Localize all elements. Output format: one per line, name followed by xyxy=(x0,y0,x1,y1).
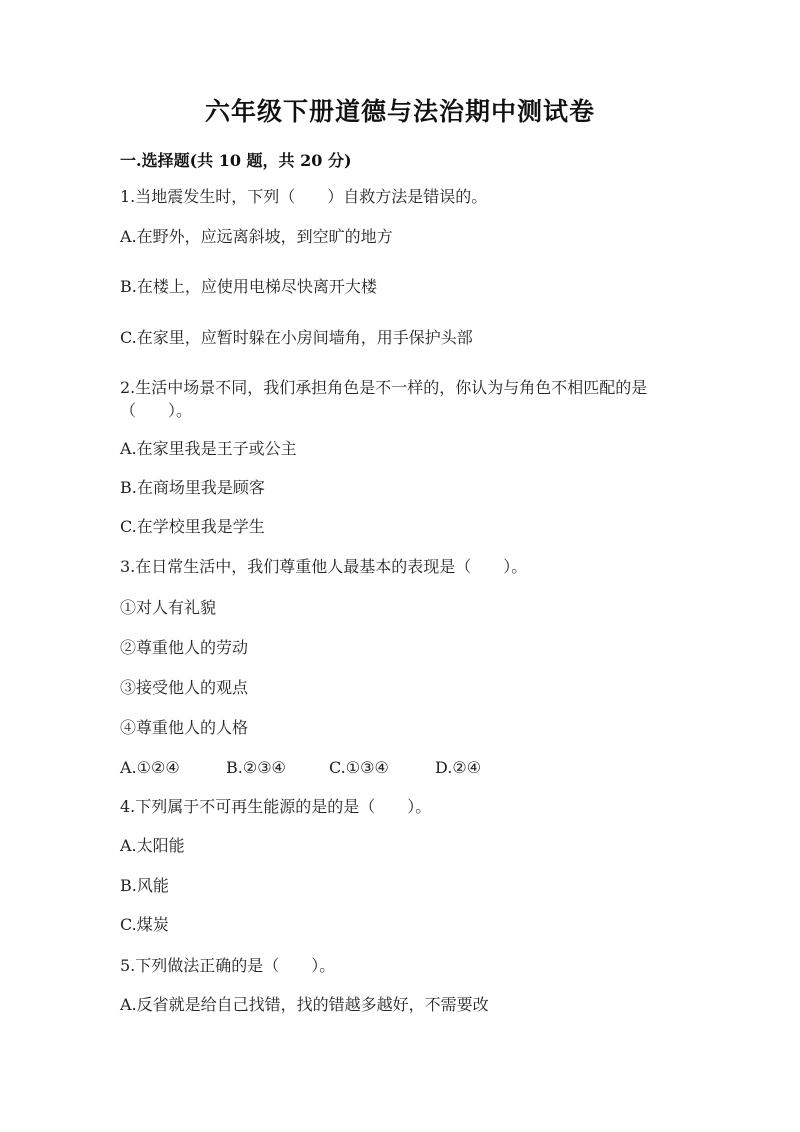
question-4-option-b: B.风能 xyxy=(120,876,169,895)
question-3-item-2: ②尊重他人的劳动 xyxy=(120,638,249,657)
question-2-option-a: A.在家里我是王子或公主 xyxy=(120,439,297,458)
question-3-option-b: B.②③④ xyxy=(226,758,286,777)
question-3-item-4: ④尊重他人的人格 xyxy=(120,718,249,737)
question-2-stem-continued: （ ）。 xyxy=(120,401,193,420)
question-3-option-c: C.①③④ xyxy=(329,758,389,777)
question-1-option-b: B.在楼上，应使用电梯尽快离开大楼 xyxy=(120,277,377,296)
question-3-option-a: A.①②④ xyxy=(120,758,180,777)
question-3-stem: 3.在日常生活中，我们尊重他人最基本的表现是（ ）。 xyxy=(120,557,528,576)
exam-title: 六年级下册道德与法治期中测试卷 xyxy=(204,97,595,126)
question-2-stem: 2.生活中场景不同，我们承担角色是不一样的，你认为与角色不相匹配的是 xyxy=(120,378,648,397)
question-1-option-c: C.在家里，应暂时躲在小房间墙角，用手保护头部 xyxy=(120,328,473,347)
question-3-item-3: ③接受他人的观点 xyxy=(120,678,249,697)
question-1-option-a: A.在野外，应远离斜坡，到空旷的地方 xyxy=(120,227,393,246)
question-2-option-b: B.在商场里我是顾客 xyxy=(120,478,265,497)
question-3-item-1: ①对人有礼貌 xyxy=(120,598,217,617)
question-5-option-a: A.反省就是给自己找错，找的错越多越好，不需要改 xyxy=(120,995,489,1014)
question-4-option-a: A.太阳能 xyxy=(120,836,185,855)
question-1-stem: 1.当地震发生时，下列（ ）自救方法是错误的。 xyxy=(120,187,488,206)
question-2-option-c: C.在学校里我是学生 xyxy=(120,517,265,536)
question-4-stem: 4.下列属于不可再生能源的是的是（ ）。 xyxy=(120,797,432,816)
question-3-option-d: D.②④ xyxy=(435,758,482,777)
section-heading: 一.选择题(共 10 题，共 20 分) xyxy=(120,151,352,170)
question-5-stem: 5.下列做法正确的是（ ）。 xyxy=(120,956,336,975)
question-4-option-c: C.煤炭 xyxy=(120,915,169,934)
